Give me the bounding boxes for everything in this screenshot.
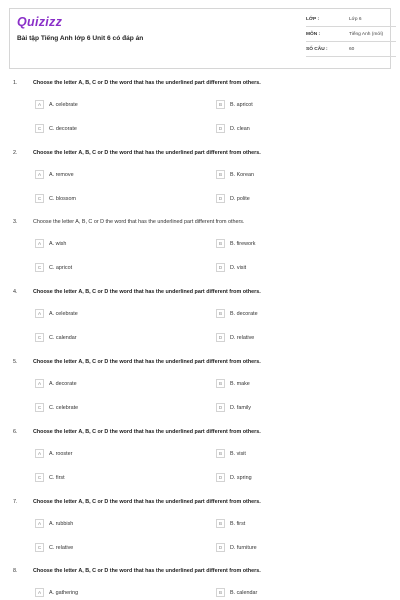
option-text: D. clean	[230, 125, 250, 132]
option-letter-box: A	[35, 239, 44, 248]
option-letter-box: B	[216, 100, 225, 109]
option-text: C. celebrate	[49, 404, 79, 411]
option-text: B. apricot	[230, 101, 253, 108]
option-text: A. remove	[49, 171, 74, 178]
question-4	[0, 289, 400, 359]
option-text: A. rubbish	[49, 520, 74, 527]
option-text: A. gathering	[49, 589, 79, 596]
question-5	[0, 359, 400, 429]
option-text: D. polite	[230, 195, 250, 202]
option-text: D. relative	[230, 334, 255, 341]
option-letter-box: C	[35, 124, 44, 133]
option-letter-box: A	[35, 519, 44, 528]
question-7	[0, 499, 400, 569]
option-letter-box: A	[35, 449, 44, 458]
option-letter-box: A	[35, 379, 44, 388]
option-text: C. first	[49, 474, 65, 481]
option-letter-box: B	[216, 239, 225, 248]
question-6	[0, 429, 400, 499]
option-text: D. spring	[230, 474, 252, 481]
option-text: D. visit	[230, 264, 247, 271]
option-text: A. celebrate	[49, 101, 78, 108]
option-text: B. decorate	[230, 310, 258, 317]
option-letter-box: C	[35, 473, 44, 482]
question-text: Choose the letter A, B, C or D the word that has the underlined part different from others.	[33, 219, 245, 225]
option-text: A. wish	[49, 240, 67, 247]
question-number: 3.	[13, 219, 18, 225]
option-text: C. apricot	[49, 264, 73, 271]
option-letter-box: B	[216, 588, 225, 597]
option-text: A. rooster	[49, 450, 73, 457]
option-letter-box: D	[216, 473, 225, 482]
meta-value: Tiếng Anh (mới)	[349, 32, 384, 37]
option-text: B. firework	[230, 240, 256, 247]
worksheet-header	[9, 8, 391, 69]
meta-divider	[306, 41, 396, 42]
meta-value: 60	[349, 47, 355, 52]
option-text: C. calendar	[49, 334, 77, 341]
option-letter-box: B	[216, 309, 225, 318]
option-letter-box: A	[35, 588, 44, 597]
quizizz-logo: Quizizz	[17, 15, 63, 29]
option-letter-box: C	[35, 194, 44, 203]
meta-divider	[306, 26, 396, 27]
question-text: Choose the letter A, B, C or D the word that has the underlined part different from others.	[33, 359, 261, 365]
option-text: B. visit	[230, 450, 246, 457]
option-letter-box: B	[216, 449, 225, 458]
option-letter-box: C	[35, 543, 44, 552]
question-text: Choose the letter A, B, C or D the word that has the underlined part different from others.	[33, 568, 261, 574]
option-letter-box: C	[35, 403, 44, 412]
option-text: B. calendar	[230, 589, 258, 596]
question-number: 7.	[13, 499, 18, 505]
worksheet-title: Bài tập Tiếng Anh lớp 6 Unit 6 có đáp án	[17, 35, 144, 42]
question-number: 1.	[13, 80, 18, 86]
option-text: C. decorate	[49, 125, 77, 132]
option-letter-box: D	[216, 333, 225, 342]
question-text: Choose the letter A, B, C or D the word that has the underlined part different from others.	[33, 429, 261, 435]
option-letter-box: A	[35, 170, 44, 179]
question-text: Choose the letter A, B, C or D the word that has the underlined part different from others.	[33, 150, 261, 156]
option-text: D. family	[230, 404, 251, 411]
option-letter-box: D	[216, 403, 225, 412]
option-text: C. blossom	[49, 195, 76, 202]
meta-label: LỚP :	[306, 17, 320, 22]
option-letter-box: A	[35, 100, 44, 109]
option-letter-box: D	[216, 543, 225, 552]
option-letter-box: A	[35, 309, 44, 318]
option-letter-box: B	[216, 519, 225, 528]
option-letter-box: C	[35, 263, 44, 272]
option-letter-box: D	[216, 124, 225, 133]
option-text: B. make	[230, 380, 250, 387]
option-text: C. relative	[49, 544, 74, 551]
option-letter-box: B	[216, 379, 225, 388]
question-number: 5.	[13, 359, 18, 365]
option-text: B. Korean	[230, 171, 254, 178]
question-1	[0, 80, 400, 150]
question-text: Choose the letter A, B, C or D the word that has the underlined part different from others.	[33, 289, 261, 295]
question-number: 2.	[13, 150, 18, 156]
option-letter-box: B	[216, 170, 225, 179]
question-8	[0, 568, 400, 600]
question-2	[0, 150, 400, 220]
question-number: 4.	[13, 289, 18, 295]
meta-label: MÔN :	[306, 32, 321, 37]
option-letter-box: C	[35, 333, 44, 342]
option-text: D. furniture	[230, 544, 257, 551]
option-text: B. first	[230, 520, 246, 527]
question-number: 8.	[13, 568, 18, 574]
option-letter-box: D	[216, 194, 225, 203]
option-text: A. decorate	[49, 380, 77, 387]
option-letter-box: D	[216, 263, 225, 272]
question-text: Choose the letter A, B, C or D the word that has the underlined part different from others.	[33, 80, 261, 86]
option-text: A. celebrate	[49, 310, 78, 317]
meta-value: Lớp 6	[349, 17, 362, 22]
question-text: Choose the letter A, B, C or D the word that has the underlined part different from others.	[33, 499, 261, 505]
question-number: 6.	[13, 429, 18, 435]
meta-label: SỐ CÂU :	[306, 47, 328, 52]
question-3	[0, 219, 400, 289]
meta-divider	[306, 56, 396, 57]
